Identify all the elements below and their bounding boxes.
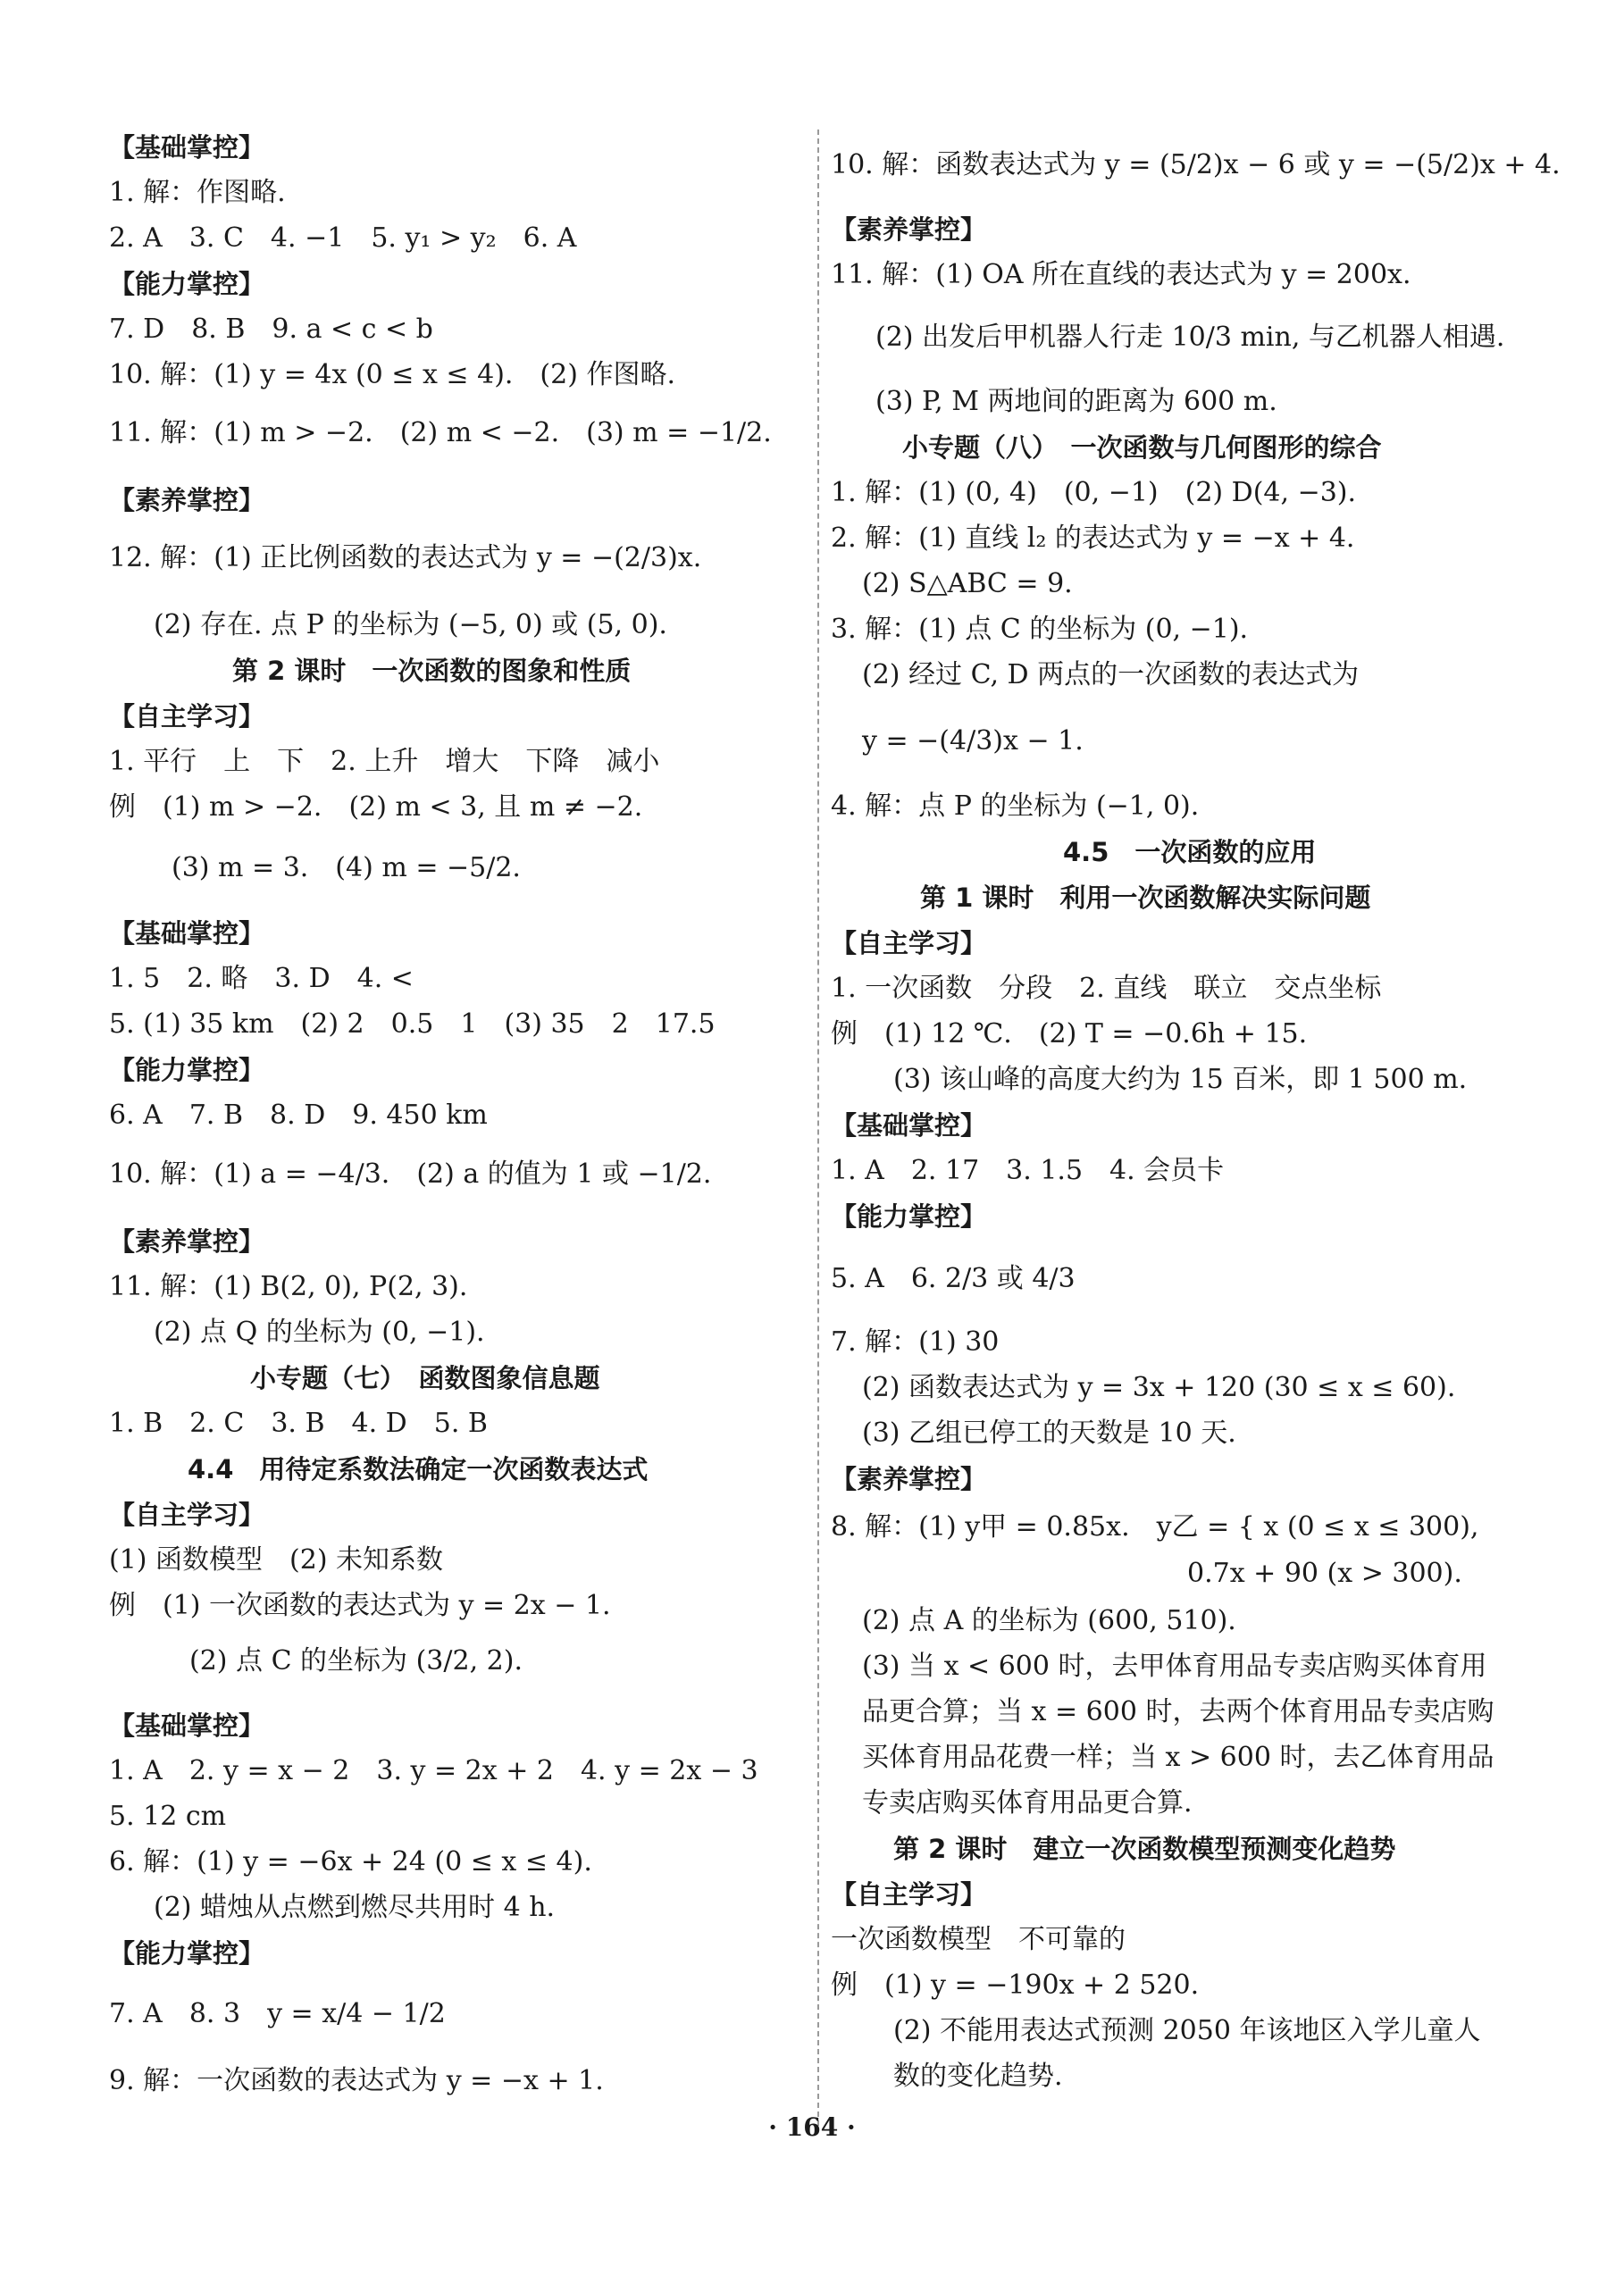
answer-line: (3) 该山峰的高度大约为 15 百米，即 1 500 m. bbox=[893, 1064, 1468, 1095]
answer-line: 5. 12 cm bbox=[109, 1801, 227, 1832]
answer-line: (2) 点 C 的坐标为 (3/2, 2). bbox=[189, 1645, 523, 1677]
answer-line: (2) 函数表达式为 y = 3x + 120 (30 ≤ x ≤ 60). bbox=[862, 1372, 1456, 1403]
answer-line: 一次函数模型 不可靠的 bbox=[831, 1924, 1126, 1955]
answer-line: 1. 平行 上 下 2. 上升 增大 下降 减小 bbox=[109, 746, 660, 777]
section-heading: 【自主学习】 bbox=[109, 1500, 265, 1530]
lesson-title: 第 1 课时 利用一次函数解决实际问题 bbox=[920, 882, 1371, 913]
section-heading: 【自主学习】 bbox=[109, 701, 265, 732]
answer-line: (3) 乙组已停工的天数是 10 天. bbox=[862, 1417, 1236, 1449]
answer-line: 9. 解：一次函数的表达式为 y = −x + 1. bbox=[109, 2065, 604, 2096]
answer-line: 6. 解：(1) y = −6x + 24 (0 ≤ x ≤ 4). bbox=[109, 1846, 592, 1877]
answer-line: 1. 一次函数 分段 2. 直线 联立 交点坐标 bbox=[831, 973, 1382, 1004]
answer-line: 10. 解：(1) a = −4/3. (2) a 的值为 1 或 −1/2. bbox=[109, 1158, 712, 1190]
right-column bbox=[817, 0, 1624, 2283]
answer-line: (3) P, M 两地间的距离为 600 m. bbox=[875, 386, 1277, 417]
answer-line: 6. A 7. B 8. D 9. 450 km bbox=[109, 1100, 488, 1131]
answer-line: (2) 不能用表达式预测 2050 年该地区入学儿童人 bbox=[893, 2015, 1481, 2046]
answer-line: 3. 解：(1) 点 C 的坐标为 (0, −1). bbox=[831, 614, 1249, 645]
answer-line: (2) S△ABC = 9. bbox=[862, 568, 1073, 599]
answer-line: (2) 蜡烛从点燃到燃尽共用时 4 h. bbox=[154, 1892, 556, 1923]
answer-line: 1. A 2. 17 3. 1.5 4. 会员卡 bbox=[831, 1155, 1225, 1186]
topic-title: 小专题（八） 一次函数与几何图形的综合 bbox=[902, 432, 1382, 463]
answer-line: 4. 解：点 P 的坐标为 (−1, 0). bbox=[831, 790, 1200, 822]
answer-line: 5. A 6. 2/3 或 4/3 bbox=[831, 1263, 1076, 1294]
section-heading: 【基础掌控】 bbox=[109, 918, 265, 949]
answer-line: 买体育用品花费一样；当 x > 600 时，去乙体育用品 bbox=[862, 1742, 1494, 1773]
answer-line: 数的变化趋势. bbox=[893, 2061, 1063, 2092]
answer-line: 2. 解：(1) 直线 l₂ 的表达式为 y = −x + 4. bbox=[831, 523, 1355, 554]
answer-line: 11. 解：(1) m > −2. (2) m < −2. (3) m = −1/2. bbox=[109, 417, 772, 448]
answer-line: y = −(4/3)x − 1. bbox=[862, 725, 1084, 757]
answer-line: 10. 解：函数表达式为 y = (5/2)x − 6 或 y = −(5/2)x + 4. bbox=[831, 149, 1561, 180]
answer-line: (2) 点 A 的坐标为 (600, 510). bbox=[862, 1605, 1236, 1636]
example-line: 例 (1) y = −190x + 2 520. bbox=[831, 1969, 1200, 2001]
answer-line: (2) 出发后甲机器人行走 10/3 min, 与乙机器人相遇. bbox=[875, 322, 1505, 353]
answer-line: 5. (1) 35 km (2) 2 0.5 1 (3) 35 2 17.5 bbox=[109, 1008, 716, 1040]
section-heading: 【素养掌控】 bbox=[831, 214, 987, 245]
section-heading: 【能力掌控】 bbox=[831, 1201, 987, 1232]
answer-line: 1. 解：作图略. bbox=[109, 177, 286, 208]
answer-line: (2) 点 Q 的坐标为 (0, −1). bbox=[154, 1317, 485, 1348]
answer-line: 1. A 2. y = x − 2 3. y = 2x + 2 4. y = 2x − 3 bbox=[109, 1755, 758, 1786]
answer-line: 0.7x + 90 (x > 300). bbox=[1187, 1558, 1462, 1589]
answer-line: 2. A 3. C 4. −1 5. y₁ > y₂ 6. A bbox=[109, 222, 577, 254]
answer-line: 8. 解：(1) y甲 = 0.85x. y乙 = { x (0 ≤ x ≤ 300), bbox=[831, 1511, 1479, 1543]
topic-title: 小专题（七） 函数图象信息题 bbox=[250, 1363, 600, 1393]
answer-line: (3) 当 x < 600 时，去甲体育用品专卖店购买体育用 bbox=[862, 1651, 1487, 1682]
chapter-title: 4.5 一次函数的应用 bbox=[1063, 837, 1317, 867]
chapter-title: 4.4 用待定系数法确定一次函数表达式 bbox=[188, 1454, 649, 1484]
section-heading: 【能力掌控】 bbox=[109, 269, 265, 299]
section-heading: 【素养掌控】 bbox=[109, 485, 265, 515]
lesson-title: 第 2 课时 建立一次函数模型预测变化趋势 bbox=[893, 1834, 1396, 1864]
section-heading: 【能力掌控】 bbox=[109, 1938, 265, 1969]
section-heading: 【素养掌控】 bbox=[831, 1464, 987, 1494]
section-heading: 【基础掌控】 bbox=[109, 1710, 265, 1741]
answer-line: 1. B 2. C 3. B 4. D 5. B bbox=[109, 1408, 488, 1439]
answer-line: 11. 解：(1) OA 所在直线的表达式为 y = 200x. bbox=[831, 259, 1411, 290]
answer-line: 10. 解：(1) y = 4x (0 ≤ x ≤ 4). (2) 作图略. bbox=[109, 359, 675, 390]
answer-line: 11. 解：(1) B(2, 0), P(2, 3). bbox=[109, 1271, 468, 1302]
example-line: 例 (1) m > −2. (2) m < 3, 且 m ≠ −2. bbox=[109, 791, 643, 823]
page-number: · 164 · bbox=[768, 2112, 856, 2142]
answer-line: 1. 5 2. 略 3. D 4. < bbox=[109, 963, 414, 994]
answer-line: 1. 解：(1) (0, 4) (0, −1) (2) D(4, −3). bbox=[831, 477, 1357, 508]
answer-line: (2) 存在. 点 P 的坐标为 (−5, 0) 或 (5, 0). bbox=[154, 609, 667, 640]
answer-line: 7. A 8. 3 y = x/4 − 1/2 bbox=[109, 1998, 446, 2029]
answer-line: 12. 解：(1) 正比例函数的表达式为 y = −(2/3)x. bbox=[109, 542, 702, 573]
example-line: 例 (1) 一次函数的表达式为 y = 2x − 1. bbox=[109, 1590, 611, 1621]
section-heading: 【能力掌控】 bbox=[109, 1055, 265, 1085]
section-heading: 【基础掌控】 bbox=[831, 1110, 987, 1141]
section-heading: 【自主学习】 bbox=[831, 1879, 987, 1910]
answer-line: 7. 解：(1) 30 bbox=[831, 1326, 1000, 1358]
answer-line: 品更合算；当 x = 600 时，去两个体育用品专卖店购 bbox=[862, 1696, 1494, 1727]
example-line: 例 (1) 12 ℃. (2) T = −0.6h + 15. bbox=[831, 1018, 1308, 1050]
answer-line: (3) m = 3. (4) m = −5/2. bbox=[172, 852, 521, 883]
lesson-title: 第 2 课时 一次函数的图象和性质 bbox=[232, 656, 632, 686]
answer-line: 7. D 8. B 9. a < c < b bbox=[109, 314, 433, 345]
section-heading: 【素养掌控】 bbox=[109, 1226, 265, 1257]
section-heading: 【自主学习】 bbox=[831, 928, 987, 958]
answer-line: (1) 函数模型 (2) 未知系数 bbox=[109, 1544, 444, 1576]
section-heading: 【基础掌控】 bbox=[109, 132, 265, 163]
answer-line: 专卖店购买体育用品更合算. bbox=[862, 1787, 1193, 1819]
answer-line: (2) 经过 C, D 两点的一次函数的表达式为 bbox=[862, 659, 1360, 690]
